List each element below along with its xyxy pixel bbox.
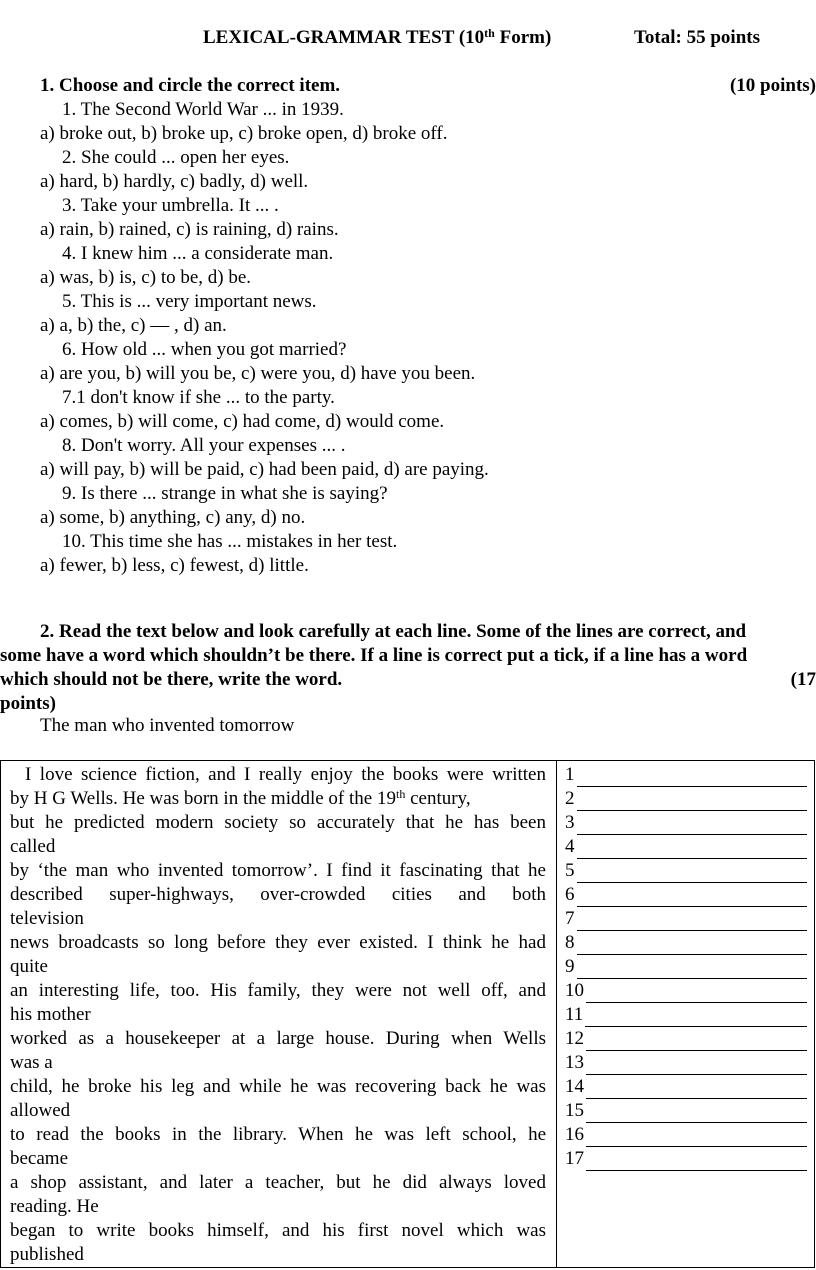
answer-number: 8 bbox=[565, 932, 575, 953]
question-8: 8. Don't worry. All your expenses ... . bbox=[62, 435, 346, 456]
answer-blank[interactable] bbox=[577, 814, 808, 835]
question-5: 5. This is ... very important news. bbox=[62, 291, 317, 312]
answer-column bbox=[565, 763, 807, 1171]
task2-line-3-text: which should not be there, write the word. bbox=[0, 669, 343, 690]
answer-blank[interactable] bbox=[577, 910, 808, 931]
question-7: 7.1 don't know if she ... to the party. bbox=[62, 387, 335, 408]
options-7: a) comes, b) will come, c) had come, d) would come. bbox=[40, 411, 445, 432]
options-9: a) some, b) anything, c) any, d) no. bbox=[40, 507, 306, 528]
passage-line: I love science fiction, and I really enjoy the books were written bbox=[25, 764, 546, 785]
passage-line: a shop assistant, and later a teacher, but he did always loved bbox=[10, 1172, 546, 1193]
answer-row bbox=[565, 1099, 807, 1123]
answer-blank[interactable] bbox=[586, 1150, 807, 1171]
answer-number: 10 bbox=[565, 980, 584, 1001]
answer-blank[interactable] bbox=[586, 1126, 807, 1147]
question-2: 2. She could ... open her eyes. bbox=[62, 147, 290, 168]
answer-number: 12 bbox=[565, 1028, 584, 1049]
answer-row bbox=[565, 883, 807, 907]
passage-line: began to write books himself, and his first novel which was bbox=[10, 1220, 546, 1241]
answer-number: 4 bbox=[565, 836, 575, 857]
column-divider bbox=[556, 760, 557, 1268]
answer-row bbox=[565, 1003, 807, 1027]
answer-number: 11 bbox=[565, 1004, 584, 1025]
answer-number: 16 bbox=[565, 1124, 584, 1145]
answer-blank[interactable] bbox=[577, 838, 808, 859]
options-1: a) broke out, b) broke up, c) broke open, d) broke off. bbox=[40, 123, 448, 144]
passage-line: quite bbox=[10, 956, 48, 977]
passage-line: but he predicted modern society so accurately that he has been bbox=[10, 812, 546, 833]
answer-number: 17 bbox=[565, 1148, 584, 1169]
answer-number: 1 bbox=[565, 764, 575, 785]
answer-number: 7 bbox=[565, 908, 575, 929]
answer-row bbox=[565, 1051, 807, 1075]
answer-blank[interactable] bbox=[586, 1030, 807, 1051]
passage-line: was a bbox=[10, 1052, 53, 1073]
question-6: 6. How old ... when you got married? bbox=[62, 339, 347, 360]
question-10: 10. This time she has ... mistakes in her test. bbox=[62, 531, 398, 552]
answer-blank[interactable] bbox=[577, 886, 808, 907]
task1-points: (10 points) bbox=[729, 75, 816, 96]
answer-row bbox=[565, 1147, 807, 1171]
answer-number: 3 bbox=[565, 812, 575, 833]
task2-line-1: 2. Read the text below and look carefully at each line. Some of the lines are correct, and bbox=[40, 621, 747, 642]
task2-line-4: points) bbox=[0, 693, 56, 714]
answer-blank[interactable] bbox=[586, 1054, 807, 1075]
passage-line: worked as a housekeeper at a large house. During when Wells bbox=[10, 1028, 546, 1049]
answer-row bbox=[565, 979, 807, 1003]
question-4: 4. I knew him ... a considerate man. bbox=[62, 243, 334, 264]
task2-line-3 bbox=[0, 668, 816, 692]
passage-line: called bbox=[10, 836, 56, 857]
answer-row bbox=[565, 1075, 807, 1099]
options-8: a) will pay, b) will be paid, c) had been paid, d) are paying. bbox=[40, 459, 489, 480]
options-2: a) hard, b) hardly, c) badly, d) well. bbox=[40, 171, 309, 192]
answer-blank[interactable] bbox=[585, 1006, 807, 1027]
passage-line: allowed bbox=[10, 1100, 71, 1121]
passage-line: published bbox=[10, 1244, 84, 1265]
answer-blank[interactable] bbox=[586, 1078, 807, 1099]
answer-row bbox=[565, 955, 807, 979]
answer-blank[interactable] bbox=[577, 934, 808, 955]
answer-blank[interactable] bbox=[577, 958, 808, 979]
options-4: a) was, b) is, c) to be, d) be. bbox=[40, 267, 252, 288]
passage-line: reading. He bbox=[10, 1196, 99, 1217]
answer-blank[interactable] bbox=[586, 1102, 807, 1123]
test-title: LEXICAL-GRAMMAR TEST (10th Form) bbox=[203, 26, 552, 48]
answer-number: 13 bbox=[565, 1052, 584, 1073]
passage-line: his mother bbox=[10, 1004, 91, 1025]
answer-row bbox=[565, 763, 807, 787]
options-6: a) are you, b) will you be, c) were you, d) have you been. bbox=[40, 363, 476, 384]
passage-line: to read the books in the library. When he was left school, he bbox=[10, 1124, 546, 1145]
passage-line: television bbox=[10, 908, 84, 929]
task2-line-2: some have a word which shouldn’t be there. If a line is correct put a tick, if a line has a word bbox=[0, 645, 748, 666]
task2-instructions bbox=[0, 620, 816, 716]
options-10: a) fewer, b) less, c) fewest, d) little. bbox=[40, 555, 309, 576]
answer-row bbox=[565, 787, 807, 811]
passage-cell bbox=[10, 763, 546, 1267]
passage-line: news broadcasts so long before they ever existed. I think he had bbox=[10, 932, 546, 953]
answer-row bbox=[565, 907, 807, 931]
passage-line: child, he broke his leg and while he was recovering back he was bbox=[10, 1076, 546, 1097]
answer-blank[interactable] bbox=[577, 862, 808, 883]
answer-row bbox=[565, 811, 807, 835]
answer-row bbox=[565, 1123, 807, 1147]
options-5: a) a, b) the, c) — , d) an. bbox=[40, 315, 227, 336]
answer-number: 14 bbox=[565, 1076, 584, 1097]
text-title: The man who invented tomorrow bbox=[40, 715, 295, 736]
question-3: 3. Take your umbrella. It ... . bbox=[62, 195, 279, 216]
passage-line: by H G Wells. He was born in the middle of the 19th century, bbox=[10, 787, 471, 809]
answer-row bbox=[565, 859, 807, 883]
answer-row bbox=[565, 1027, 807, 1051]
answer-blank[interactable] bbox=[577, 766, 808, 787]
passage-line: described super-highways, over-crowded cities and both bbox=[10, 884, 546, 905]
options-3: a) rain, b) rained, c) is raining, d) rains. bbox=[40, 219, 339, 240]
answer-blank[interactable] bbox=[586, 982, 807, 1003]
answer-blank[interactable] bbox=[577, 790, 808, 811]
answer-number: 6 bbox=[565, 884, 575, 905]
answer-number: 2 bbox=[565, 788, 575, 809]
answer-number: 9 bbox=[565, 956, 575, 977]
answer-row bbox=[565, 931, 807, 955]
answer-number: 5 bbox=[565, 860, 575, 881]
question-1: 1. The Second World War ... in 1939. bbox=[62, 99, 344, 120]
question-9: 9. Is there ... strange in what she is saying? bbox=[62, 483, 388, 504]
task1-heading: 1. Choose and circle the correct item. bbox=[40, 75, 341, 96]
total-points: Total: 55 points bbox=[634, 27, 760, 48]
passage-line: became bbox=[10, 1148, 69, 1169]
task2-points: (17 bbox=[790, 669, 816, 690]
passage-line: by ‘the man who invented tomorrow’. I find it fascinating that he bbox=[10, 860, 546, 881]
answer-row bbox=[565, 835, 807, 859]
passage-line: an interesting life, too. His family, they were not well off, and bbox=[10, 980, 546, 1001]
answer-number: 15 bbox=[565, 1100, 584, 1121]
